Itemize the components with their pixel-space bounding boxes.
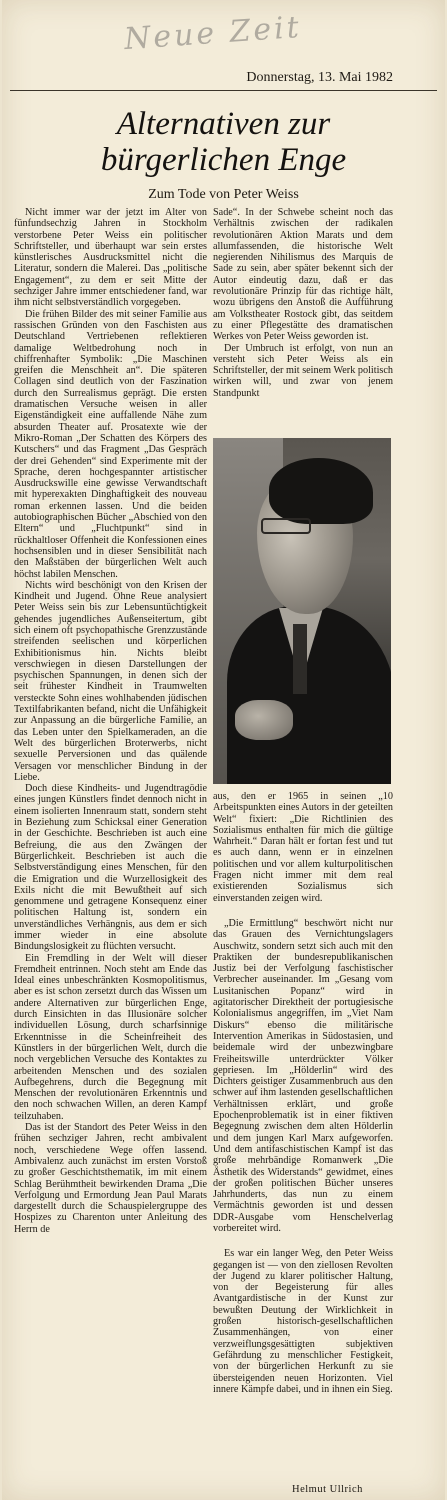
paragraph: „Die Ermittlung“ beschwört nicht nur das Grauen des Vernichtungslagers Auschwitz, sondern setzt sich auch mit den Praktiken der bundesrepublikanischen Justiz bei der Verfolgung faschistischer Verbrecher auseinander. Im „Gesang vom Lusitanischen Popanz“ wird in agitatorischer Direktheit der portugiesische Kolonialismus angegriffen, im „Viet Nam Diskurs“ ebenso die militärische Intervention Amerikas in Südostasien, und beidemale wird der unbezwingbare Freiheitswille unterdrückter Völker gepriesen. Im „Hölderlin“ wird des Dichters geistiger Zusammenbruch aus den schwer auf ihm lastenden gesellschaftlichen Verhältnissen erklärt, und große Epochenproblematik ist in einer fiktiven Begegnung zwischen dem alten Hölderlin und dem jungen Karl Marx aufgeworfen. Und dem antifaschistischen Kampf ist das große mehrbändige Romanwerk „Die Ästhetik des Widerstands“ gewidmet, eines der großen politischen Bücher unseres Jahrhunderts, das nun zu einem Vermächtnis geworden ist und dessen DDR-Ausgabe vom Henschelverlag vorbereitet wird. (213, 917, 393, 1234)
paragraph: Der Umbruch ist erfolgt, von nun an versteht sich Peter Weiss als ein Schriftsteller, der mit seinem Werk politisch wirken will, und zwar von jenem Standpunkt (213, 342, 393, 399)
paragraph: Sade“. In der Schwebe scheint noch das Verhältnis zwischen der radikalen revolutionären Aktion Marats und dem allumfassenden, die historische Welt negierenden Nihilismus des Marquis de Sade zu sein, aber später bekennt sich der Autor eindeutig dazu, daß er das revolutionäre Prinzip für das richtige hält, wozu übrigens den Anstoß die Aufführung am Volkstheater Rostock gibt, das seitdem zu einer Pflegestätte des dramatischen Werkes von Peter Weiss geworden ist. (213, 207, 393, 343)
paragraph: Nichts wird beschönigt von den Krisen der Kindheit und Jugend. Ohne Reue analysiert Peter Weiss sein bis zur Lebensuntüchtigkeit gehendes jugendliches Außenseitertum, gibt sich einem oft psychopathische Grenzzustände streifenden seelischen und körperlichen Exhibitionismus hin. Nichts bleibt verschwiegen in diesen Darstellungen der psychischen Spannungen, in denen sich der seit frühester Kindheit in Traumwelten versteckte Sohn eines wohlhabenden jüdischen Textilfabrikanten befand, nicht die Unfähigkeit zur Anpassung an die bürgerliche Familie, an das Leben unter den Spielkameraden, an die Welt des bürgerlichen Broterwerbs, nicht sexuelle Perversionen und das quälende Versagen vor menschlicher Bindung in der Liebe. (14, 579, 207, 783)
paragraph: Es war ein langer Weg, den Peter Weiss gegangen ist — von den ziellosen Revolten der Jugend zu klarer politischer Haltung, von der Begeisterung für alles Avantgardistische in der Kunst zur bewußten Deutung der Wirklichkeit in großen historisch-gesellschaftlichen Zusammenhängen, von einer verzweiflungsgesättigten subjektiven Gefährdung zu menschlicher Festigkeit, von der bürgerlichen Herkunft zu sie übersteigenden neuen Horizonten. Viel innere Kämpfe dabei, und in ihnen ein Sieg. (213, 1248, 393, 1395)
paragraph: Das ist der Standort des Peter Weiss in den frühen sechziger Jahren, recht ambivalent noch, verschiedene Wege offen lassend. Ambivalenz auch zunächst im ersten Vorstoß zu großer Geschichtsthematik, im mit einem Schlag Berühmtheit bewirkenden Drama „Die Verfolgung und Ermordung Jean Paul Marats dargestellt durch die Schauspielergruppe des Hospizes zu Charenton unter Anleitung des Herrn de (14, 1122, 207, 1235)
paragraph: Doch diese Kindheits- und Jugendtragödie eines jungen Künstlers findet dennoch nicht in einem isolierten Innenraum statt, sondern steht in Beziehung zum Schicksal einer Generation in der Geschichte. Beschrieben ist auch eine Befreiung, die aus den Zwängen der Bürgerlichkeit. Beschrieben ist auch die Selbstverständigung eines Menschen, für den die Emigration und die Wurzellosigkeit des Exils nicht die mit Bewußtheit auf sich genommene und getragene Konsequenz einer politischen Haltung ist, sondern ein unverständliches Verhängnis, aus dem er sich immer wieder in eine absolute Bindungslosigkeit zu flüchten versucht. (14, 783, 207, 953)
paragraph: Ein Fremdling in der Welt will dieser Fremdheit entrinnen. Noch steht am Ende das Ideal eines unbeschränkten Kosmopolitismus, aber es ist schon zersetzt durch das Wissen um andere Alternativen zur bürgerlichen Enge, durch Einsichten in das Illusionäre solcher individuellen Lösung, durch scharfsinnige Erkenntnisse in die Scheinfreiheit des Künstlers in der bürgerlichen Welt, durch die noch vergeblichen Versuche des Kontaktes zu arbeitenden Menschen und des sozialen Aufbegehrens, durch die Begegnung mit Menschen der revolutionären Erkenntnis und den noch schwachen Willen, an deren Kampf teilzuhaben. (14, 952, 207, 1122)
subheadline: Zum Tode von Peter Weiss (148, 187, 299, 202)
byline: Helmut Ullrich (292, 1484, 363, 1495)
dateline: Donnerstag, 13. Mai 1982 (246, 70, 393, 85)
header-rule (10, 90, 437, 91)
headline-line-1: Alternativen zur (116, 106, 331, 142)
right-column-bottom (213, 791, 393, 1497)
portrait-photo (213, 438, 391, 784)
left-column (14, 207, 207, 1497)
paragraph: Nicht immer war der jetzt im Alter von fünfundsechzig Jahren in Stockholm verstorbene Peter Weiss ein politischer Schriftsteller, und überhaupt war sein erstes künstlerisches Ausdrucksmittel nicht die Literatur, sondern die Malerei. Das „politische Engagement“, zu dem er seit Mitte der sechziger Jahre immer entschiedener fand, war ihm nicht selbstverständlich vorgegeben. (14, 207, 207, 309)
right-column-top (213, 207, 393, 435)
paragraph: aus, den er 1965 in seinen „10 Arbeitspunkten eines Autors in der geteilten Welt“ fixiert: „Die Richtlinien des Sozialismus enthalten für mich die gültige Wahrheit.“ Daran hält er fortan fest und tut es auch dann, wenn er in einzelnen politischen und vor allem kulturpolitischen Fragen nicht immer mit dem real existierenden Sozialismus sich einverstanden zeigen wird. (213, 791, 393, 904)
newspaper-clipping (2, 0, 445, 1500)
headline (2, 106, 445, 178)
handwritten-note: Neue Zeit (122, 9, 303, 58)
paragraph: Die frühen Bilder des mit seiner Familie aus rassischen Gründen von den Faschisten aus Deutschland Vertriebenen reflektieren damalige Weltbedrohung noch in chiffrenhafter Symbolik: „Die Maschinen greifen die Menschheit an“. Die späteren Collagen sind deutlich von der Faszination durch den Surrealismus geprägt. Die ersten dramatischen Versuche weisen in aller Eigenständigkeit eine auffallende Nähe zum absurden Theater auf. Prosatexte wie der Mikro-Roman „Der Schatten des Körpers des Kutschers“ und das Fragment „Das Gespräch der drei Gehenden“ sind Experimente mit der Sprache, deren hochgespannter artistischer Ausdruckswille eine gewisse Verwandtschaft mit hyperexakten Dinghaftigkeit des nouveau roman erkennen lassen. Und die beiden autobiographischen Bücher „Abschied von den Eltern“ und „Fluchtpunkt“ sind in rückhaltloser Offenheit die Konfessionen eines hochsensiblen und in dieser Sensibilität nach den Maßstäben der bürgerlichen Welt auch höchst labilen Menschen. (14, 308, 207, 580)
headline-line-2: bürgerlichen Enge (100, 142, 347, 178)
